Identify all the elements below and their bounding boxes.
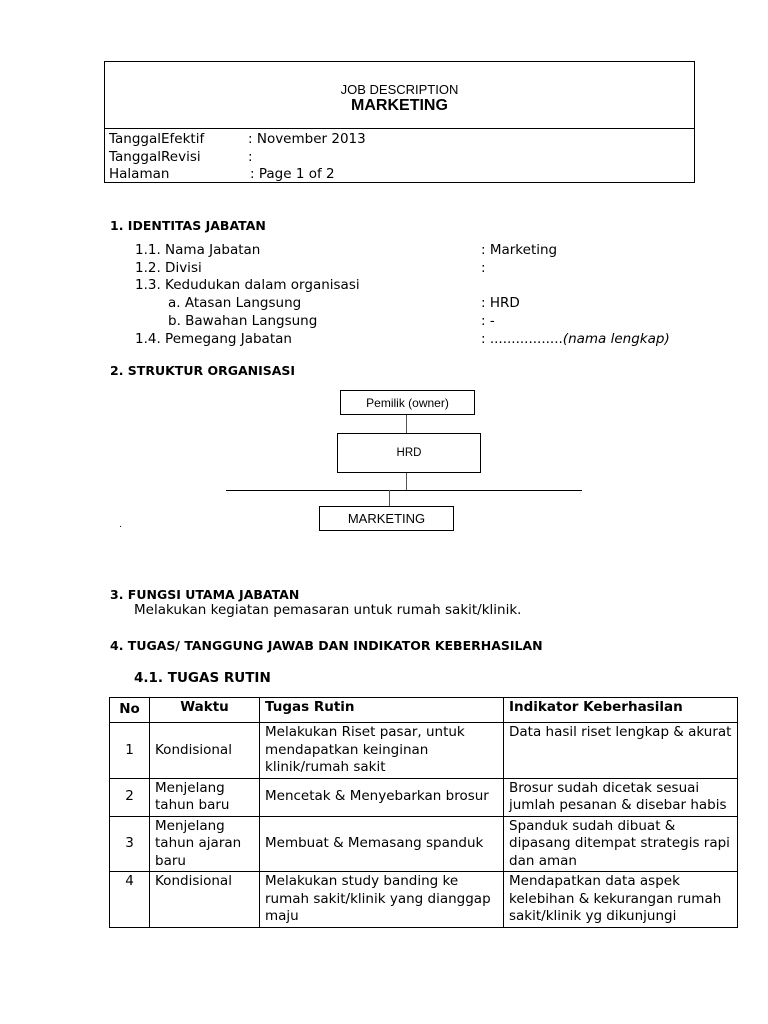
duties-table <box>109 697 738 928</box>
cell-no: 2 <box>110 778 150 816</box>
cell-waktu: Kondisional <box>150 723 260 779</box>
item-label-atasan: a. Atasan Langsung <box>168 295 302 311</box>
org-connector-hrd-line <box>406 473 407 490</box>
section4-subtitle: 4.1. TUGAS RUTIN <box>134 670 271 686</box>
meta-key-revision: TanggalRevisi <box>109 149 201 165</box>
org-horizontal-line <box>226 490 582 491</box>
table-row <box>110 778 738 816</box>
org-box-owner: Pemilik (owner) <box>340 390 475 415</box>
cell-no: 1 <box>110 723 150 779</box>
table-row <box>110 723 738 779</box>
cell-tugas: Membuat & Memasang spanduk <box>260 816 504 872</box>
section3-text: Melakukan kegiatan pemasaran untuk rumah sakit/klinik. <box>134 602 522 618</box>
item-label-nama-jabatan: 1.1. Nama Jabatan <box>135 242 261 258</box>
table-row <box>110 816 738 872</box>
pemegang-dots: : ................. <box>481 331 563 347</box>
item-value-pemegang <box>481 331 670 347</box>
table-header-row <box>110 698 738 723</box>
item-label-bawahan: b. Bawahan Langsung <box>168 313 318 329</box>
cell-indikator: Brosur sudah dicetak sesuai jumlah pesanan & disebar habis <box>504 778 738 816</box>
org-connector-line-marketing <box>389 490 390 507</box>
item-label-pemegang: 1.4. Pemegang Jabatan <box>135 331 292 347</box>
cell-indikator: Data hasil riset lengkap & akurat <box>504 723 738 779</box>
section1-title: 1. IDENTITAS JABATAN <box>110 218 266 233</box>
item-value-divisi: : <box>481 260 486 276</box>
cell-no: 3 <box>110 816 150 872</box>
meta-value-effective: : November 2013 <box>248 131 366 147</box>
item-value-atasan: : HRD <box>481 295 520 311</box>
item-value-nama-jabatan: : Marketing <box>481 242 558 258</box>
header-waktu: Waktu <box>150 698 260 723</box>
cell-tugas: Melakukan Riset pasar, untuk mendapatkan keinginan klinik/rumah sakit <box>260 723 504 779</box>
org-connector-owner-hrd <box>406 415 407 434</box>
cell-tugas: Melakukan study banding ke rumah sakit/klinik yang dianggap maju <box>260 872 504 928</box>
document-header <box>104 61 695 183</box>
doc-label: JOB DESCRIPTION <box>340 82 459 97</box>
stray-dot: . <box>119 520 122 530</box>
cell-no: 4 <box>110 872 150 928</box>
pemegang-note: (nama lengkap) <box>562 331 670 347</box>
item-label-divisi: 1.2. Divisi <box>135 260 202 276</box>
doc-title: MARKETING <box>351 97 448 114</box>
item-value-bawahan: : - <box>481 313 495 329</box>
header-tugas: Tugas Rutin <box>260 698 504 723</box>
cell-tugas: Mencetak & Menyebarkan brosur <box>260 778 504 816</box>
meta-key-page: Halaman <box>109 166 170 182</box>
cell-waktu: Menjelang tahun ajaran baru <box>150 816 260 872</box>
section3-title: 3. FUNGSI UTAMA JABATAN <box>110 587 300 602</box>
header-indikator: Indikator Keberhasilan <box>504 698 738 723</box>
header-title-area <box>105 62 694 129</box>
header-no: No <box>110 698 150 723</box>
item-label-kedudukan: 1.3. Kedudukan dalam organisasi <box>135 277 360 293</box>
meta-value-page: : Page 1 of 2 <box>250 166 335 182</box>
meta-value-revision: : <box>248 149 253 165</box>
org-box-marketing: MARKETING <box>319 506 454 531</box>
cell-indikator: Spanduk sudah dibuat & dipasang ditempat strategis rapi dan aman <box>504 816 738 872</box>
meta-key-effective: TanggalEfektif <box>109 131 205 147</box>
cell-indikator: Mendapatkan data aspek kelebihan & kekurangan rumah sakit/klinik yg dikunjungi <box>504 872 738 928</box>
org-box-hrd: HRD <box>337 433 481 473</box>
cell-waktu: Kondisional <box>150 872 260 928</box>
cell-waktu: Menjelang tahun baru <box>150 778 260 816</box>
section4-title: 4. TUGAS/ TANGGUNG JAWAB DAN INDIKATOR KEBERHASILAN <box>110 638 543 653</box>
section2-title: 2. STRUKTUR ORGANISASI <box>110 363 296 378</box>
table-row <box>110 872 738 928</box>
